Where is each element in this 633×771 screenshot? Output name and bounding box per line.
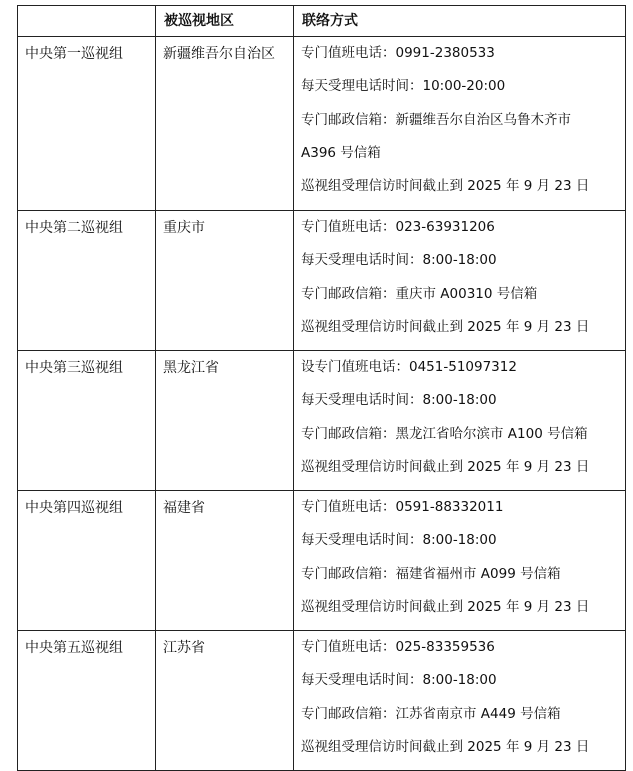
contact-cell xyxy=(294,491,626,631)
region-name: 重庆市 xyxy=(156,211,294,351)
table-row xyxy=(18,631,626,771)
contact-phone: 专门值班电话：023-63931206 xyxy=(301,219,495,235)
contact-hours: 每天受理电话时间：8:00-18:00 xyxy=(301,392,497,409)
contact-hours: 每天受理电话时间：8:00-18:00 xyxy=(301,672,497,689)
table-row xyxy=(18,491,626,631)
contact-cell xyxy=(294,351,626,491)
table-row xyxy=(18,351,626,491)
header-contact: 联络方式 xyxy=(294,6,626,37)
region-name: 江苏省 xyxy=(156,631,294,771)
contact-deadline: 巡视组受理信访时间截止到 2025 年 9 月 23 日 xyxy=(301,738,590,755)
contact-deadline: 巡视组受理信访时间截止到 2025 年 9 月 23 日 xyxy=(301,458,590,475)
contact-mailbox: 专门邮政信箱：黑龙江省哈尔滨市 A100 号信箱 xyxy=(301,425,588,442)
contact-cell xyxy=(294,631,626,771)
group-name: 中央第二巡视组 xyxy=(18,211,156,351)
header-group xyxy=(18,6,156,37)
contact-mailbox-cont: A396 号信箱 xyxy=(301,144,381,161)
group-name: 中央第一巡视组 xyxy=(18,37,156,211)
contact-phone: 设专门值班电话：0451-51097312 xyxy=(301,359,517,375)
contact-hours: 每天受理电话时间：10:00-20:00 xyxy=(301,78,506,95)
region-name: 黑龙江省 xyxy=(156,351,294,491)
contact-mailbox: 专门邮政信箱：江苏省南京市 A449 号信箱 xyxy=(301,705,561,722)
header-region: 被巡视地区 xyxy=(156,6,294,37)
table-row xyxy=(18,211,626,351)
table-row xyxy=(18,37,626,211)
contact-cell xyxy=(294,37,626,211)
contact-deadline: 巡视组受理信访时间截止到 2025 年 9 月 23 日 xyxy=(301,318,590,335)
contact-cell xyxy=(294,211,626,351)
inspection-contact-table xyxy=(17,5,626,771)
contact-deadline: 巡视组受理信访时间截止到 2025 年 9 月 23 日 xyxy=(301,598,590,615)
contact-deadline: 巡视组受理信访时间截止到 2025 年 9 月 23 日 xyxy=(301,178,590,195)
contact-phone: 专门值班电话：0591-88332011 xyxy=(301,499,504,515)
group-name: 中央第五巡视组 xyxy=(18,631,156,771)
contact-mailbox: 专门邮政信箱：重庆市 A00310 号信箱 xyxy=(301,285,538,302)
contact-mailbox: 专门邮政信箱：新疆维吾尔自治区乌鲁木齐市 xyxy=(301,111,571,128)
contact-phone: 专门值班电话：0991-2380533 xyxy=(301,45,495,61)
group-name: 中央第四巡视组 xyxy=(18,491,156,631)
group-name: 中央第三巡视组 xyxy=(18,351,156,491)
table-header-row xyxy=(18,6,626,37)
contact-phone: 专门值班电话：025-83359536 xyxy=(301,639,495,655)
region-name: 新疆维吾尔自治区 xyxy=(156,37,294,211)
region-name: 福建省 xyxy=(156,491,294,631)
contact-hours: 每天受理电话时间：8:00-18:00 xyxy=(301,252,497,269)
contact-hours: 每天受理电话时间：8:00-18:00 xyxy=(301,532,497,549)
contact-mailbox: 专门邮政信箱：福建省福州市 A099 号信箱 xyxy=(301,565,561,582)
